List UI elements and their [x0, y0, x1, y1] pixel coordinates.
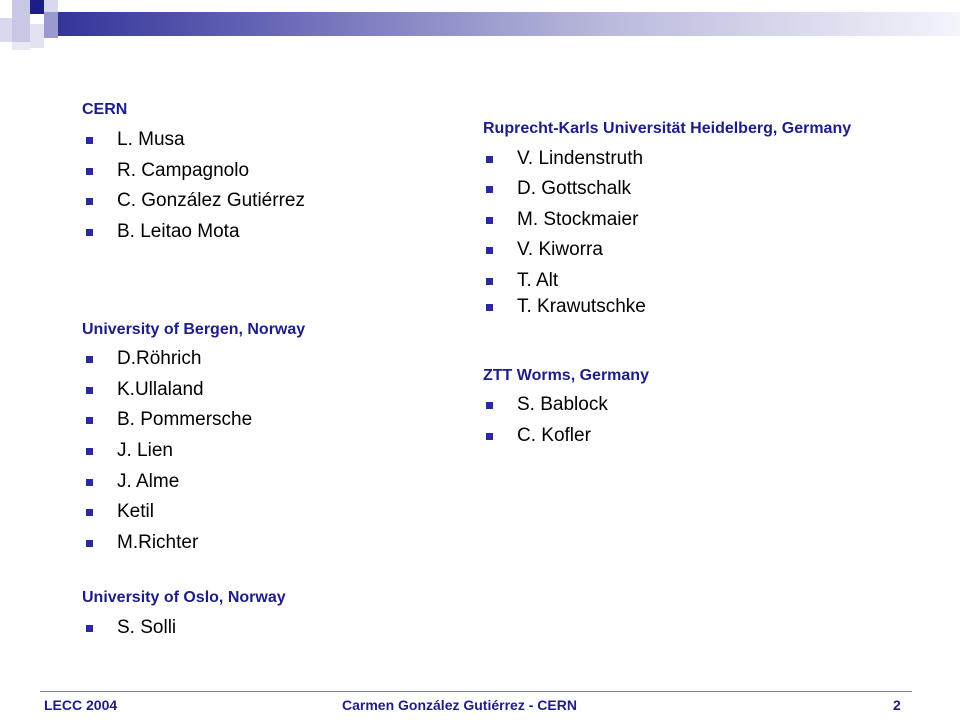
bullet-square-icon: [486, 278, 493, 285]
member-name: D. Gottschalk: [517, 178, 632, 199]
bullet-square-icon: [486, 186, 493, 193]
member-name: V. Lindenstruth: [517, 148, 644, 169]
header-square: [12, 42, 30, 50]
bullet-square-icon: [486, 156, 493, 163]
member-name: B. Pommersche: [117, 409, 253, 430]
bullet-square-icon: [86, 198, 93, 205]
member-name: K.Ullaland: [117, 379, 204, 400]
header-square: [12, 18, 30, 42]
group-title-oslo: University of Oslo, Norway: [82, 589, 286, 606]
bullet-square-icon: [86, 168, 93, 175]
member-name: J. Alme: [117, 471, 180, 492]
bullet-square-icon: [86, 448, 93, 455]
footer-conference: LECC 2004: [44, 697, 118, 713]
member-name: J. Lien: [117, 440, 173, 461]
bullet-square-icon: [86, 479, 93, 486]
member-name: T. Alt: [517, 270, 559, 291]
member-name: D.Röhrich: [117, 348, 202, 369]
group-title-bergen: University of Bergen, Norway: [82, 321, 306, 338]
member-name: M.Richter: [117, 532, 199, 553]
member-name: L. Musa: [117, 129, 185, 150]
bullet-square-icon: [86, 356, 93, 363]
bullet-square-icon: [86, 625, 93, 632]
bullet-square-icon: [86, 509, 93, 516]
footer-page-number: 2: [893, 697, 901, 713]
member-name: B. Leitao Mota: [117, 221, 240, 242]
bullet-square-icon: [486, 433, 493, 440]
member-name: Ketil: [117, 501, 154, 522]
bullet-square-icon: [486, 247, 493, 254]
bullet-square-icon: [86, 137, 93, 144]
footer-divider: [40, 691, 912, 692]
header-square: [30, 24, 44, 48]
header-square: [44, 12, 58, 38]
bullet-square-icon: [486, 304, 493, 311]
member-name: R. Campagnolo: [117, 160, 250, 181]
member-name: S. Solli: [117, 617, 177, 638]
group-title-worms: ZTT Worms, Germany: [483, 367, 649, 384]
member-name: M. Stockmaier: [517, 209, 639, 230]
member-name: C. González Gutiérrez: [117, 190, 305, 211]
bullet-square-icon: [86, 229, 93, 236]
member-name: C. Kofler: [517, 425, 591, 446]
group-title-heidelberg: Ruprecht-Karls Universität Heidelberg, Germany: [483, 120, 852, 137]
header-square: [12, 0, 30, 18]
header-square: [0, 18, 12, 42]
header-gradient-bar: [58, 12, 960, 36]
bullet-square-icon: [86, 417, 93, 424]
group-title-cern: CERN: [82, 101, 128, 118]
bullet-square-icon: [486, 402, 493, 409]
bullet-square-icon: [86, 540, 93, 547]
member-name: V. Kiworra: [517, 239, 603, 260]
member-name: S. Bablock: [517, 394, 608, 415]
bullet-square-icon: [86, 387, 93, 394]
header-square: [30, 0, 44, 14]
member-name: T. Krawutschke: [517, 296, 646, 317]
bullet-square-icon: [486, 217, 493, 224]
header-square: [44, 0, 58, 12]
footer-author: Carmen González Gutiérrez - CERN: [342, 697, 577, 713]
